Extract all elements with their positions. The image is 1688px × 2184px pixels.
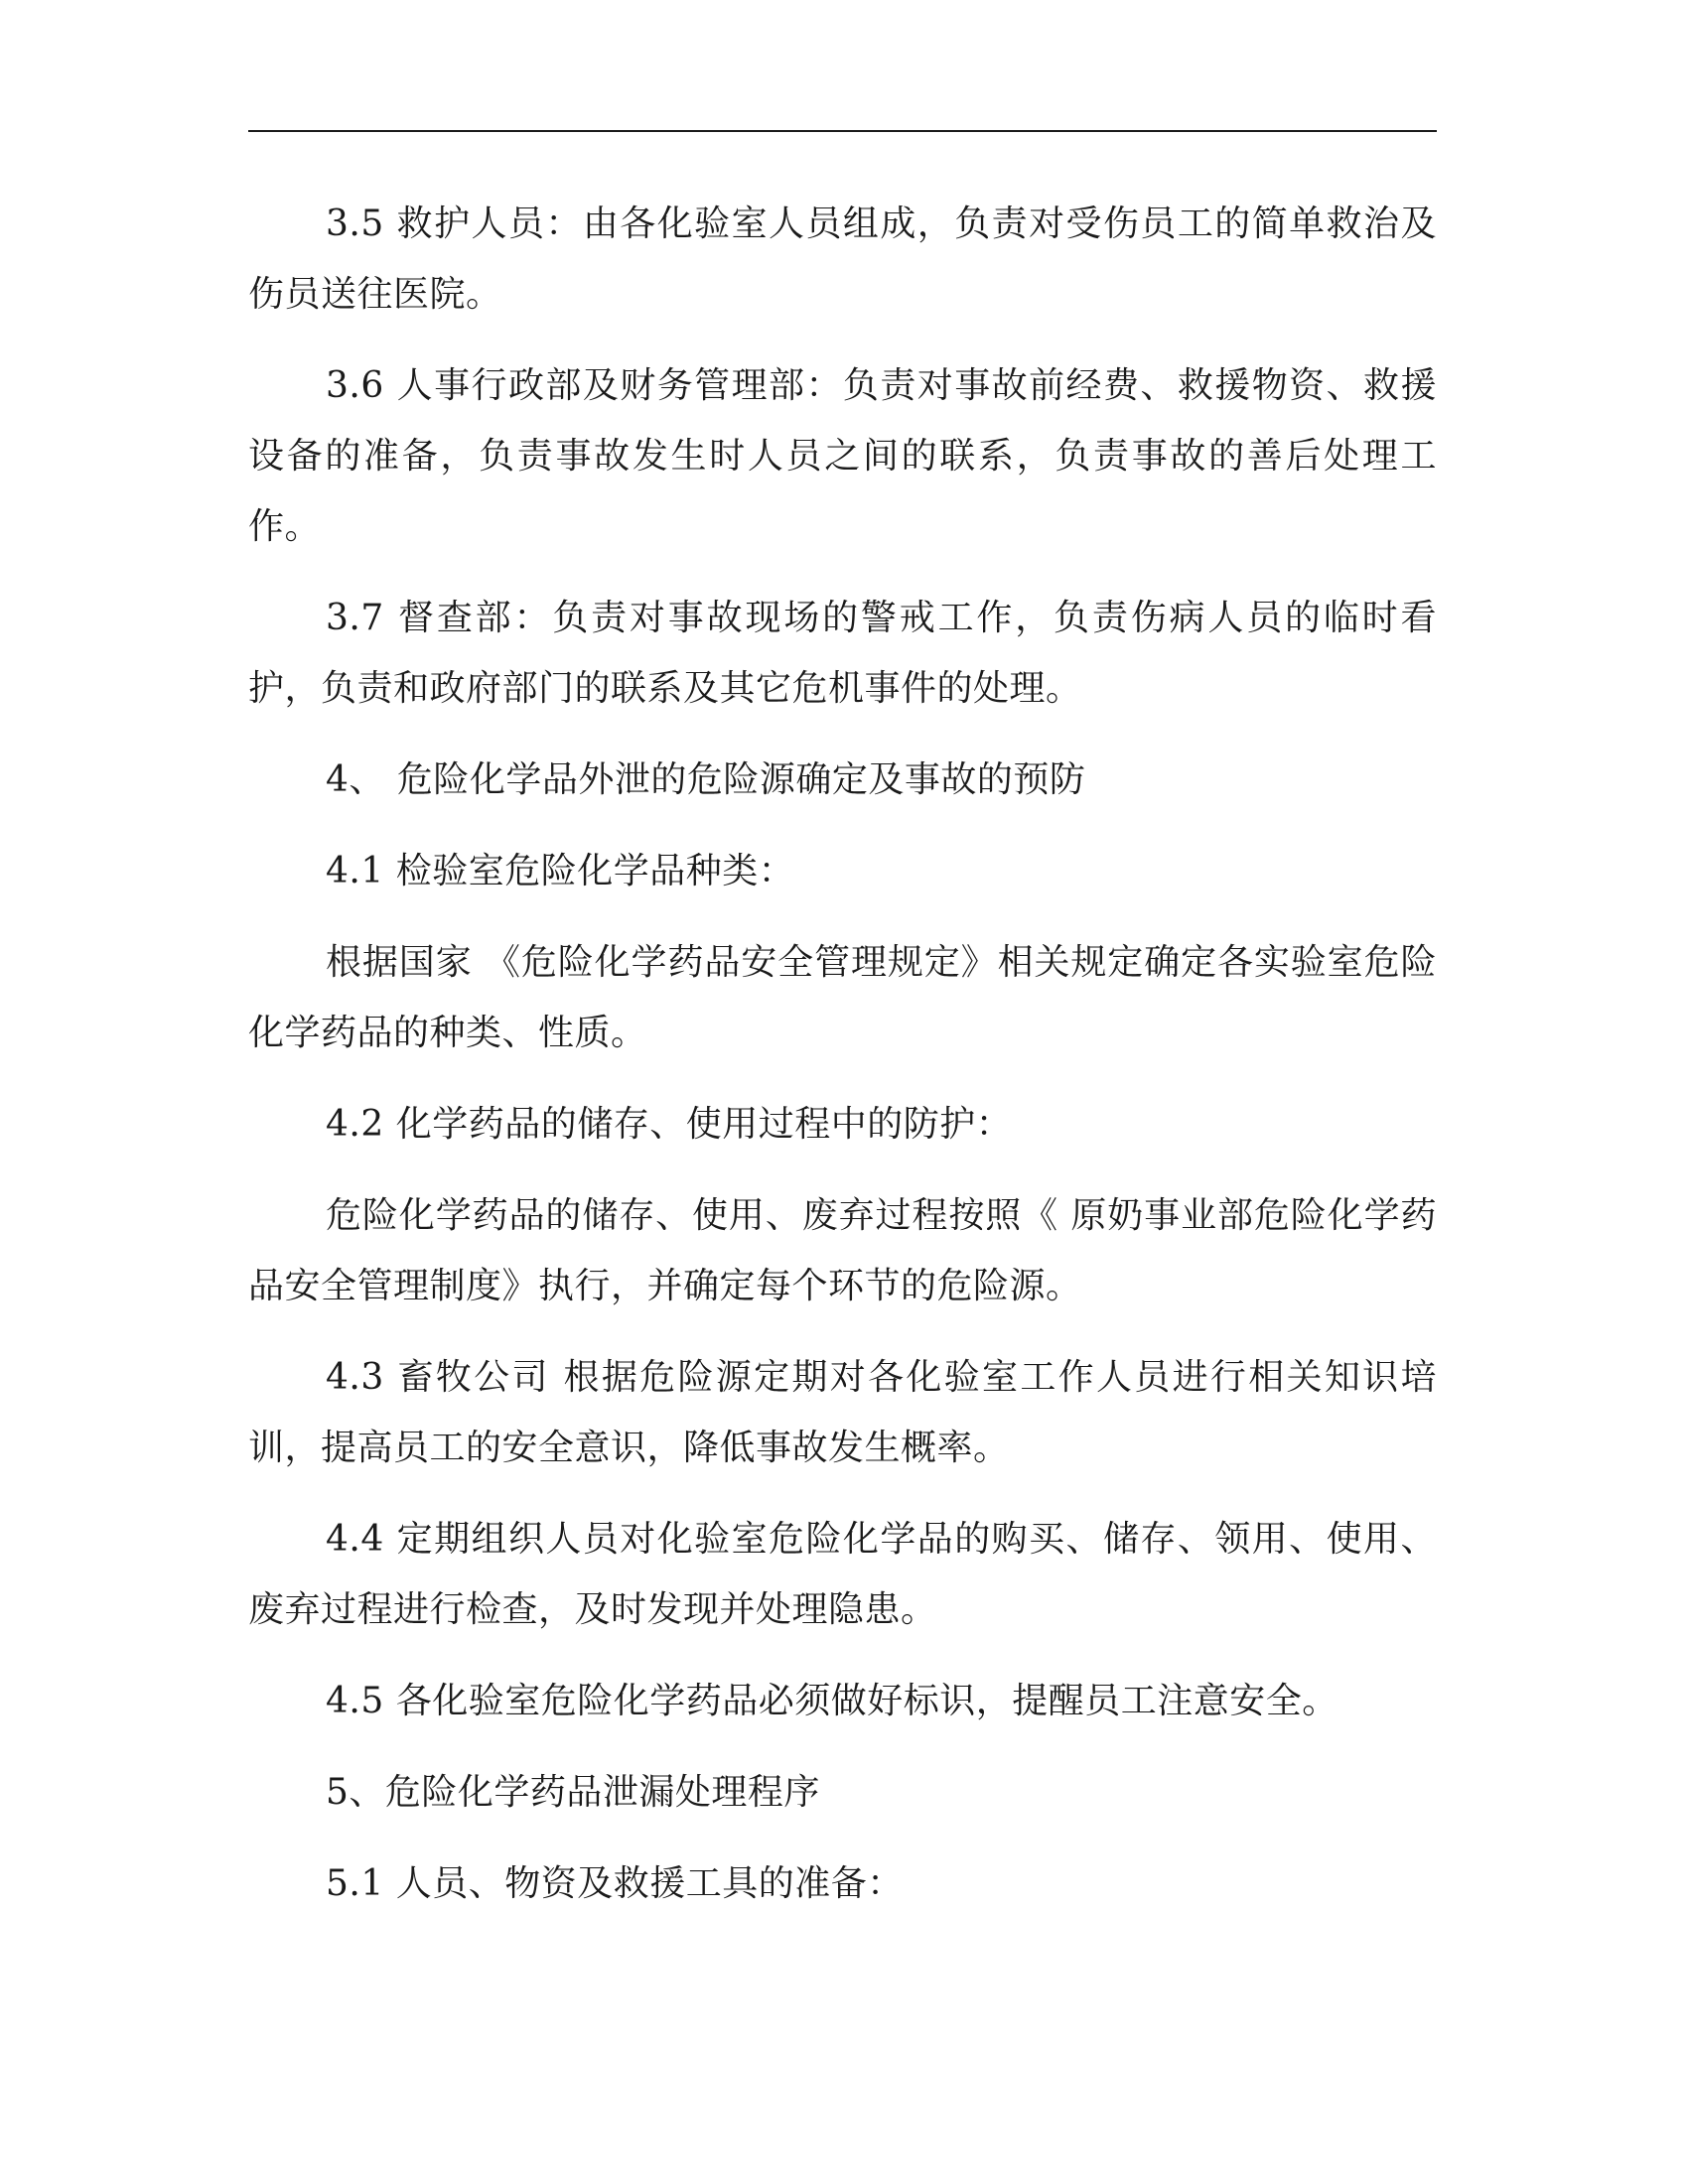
paragraph-5-1: 5.1 人员、物资及救援工具的准备：	[326, 1863, 904, 1904]
paragraph-4-1: 4.1 检验室危险化学品种类：	[326, 851, 795, 891]
paragraph-3-6: 3.6 人事行政部及财务管理部：负责对事故前经费、救援物资、救援设备的准备，负责事故发生时人员之间的联系，负责事故的善后处理工作。	[248, 365, 1437, 547]
paragraph-3-7: 3.7 督查部：负责对事故现场的警戒工作，负责伤病人员的临时看护，负责和政府部门的联系及其它危机事件的处理。	[248, 598, 1437, 709]
paragraph-4-5: 4.5 各化验室危险化学药品必须做好标识，提醒员工注意安全。	[326, 1681, 1338, 1721]
paragraph-4-2-body: 危险化学药品的储存、使用、废弃过程按照《 原奶事业部危险化学药品安全管理制度》执行，并确定每个环节的危险源。	[248, 1195, 1437, 1306]
paragraph-4-2: 4.2 化学药品的储存、使用过程中的防护：	[326, 1104, 1013, 1145]
header-rule	[248, 130, 1437, 132]
heading-section-5: 5、危险化学药品泄漏处理程序	[326, 1772, 820, 1813]
paragraph-4-3: 4.3 畜牧公司 根据危险源定期对各化验室工作人员进行相关知识培训，提高员工的安全意识，降低事故发生概率。	[248, 1357, 1437, 1468]
document-body	[248, 189, 1437, 1940]
paragraph-4-1-body: 根据国家 《危险化学药品安全管理规定》相关规定确定各实验室危险化学药品的种类、性质。	[248, 942, 1437, 1053]
heading-section-4: 4、 危险化学品外泄的危险源确定及事故的预防	[326, 759, 1086, 800]
paragraph-4-4: 4.4 定期组织人员对化验室危险化学品的购买、储存、领用、使用、废弃过程进行检查，及时发现并处理隐患。	[248, 1519, 1437, 1630]
paragraph-3-5: 3.5 救护人员：由各化验室人员组成，负责对受伤员工的简单救治及伤员送往医院。	[248, 204, 1437, 315]
